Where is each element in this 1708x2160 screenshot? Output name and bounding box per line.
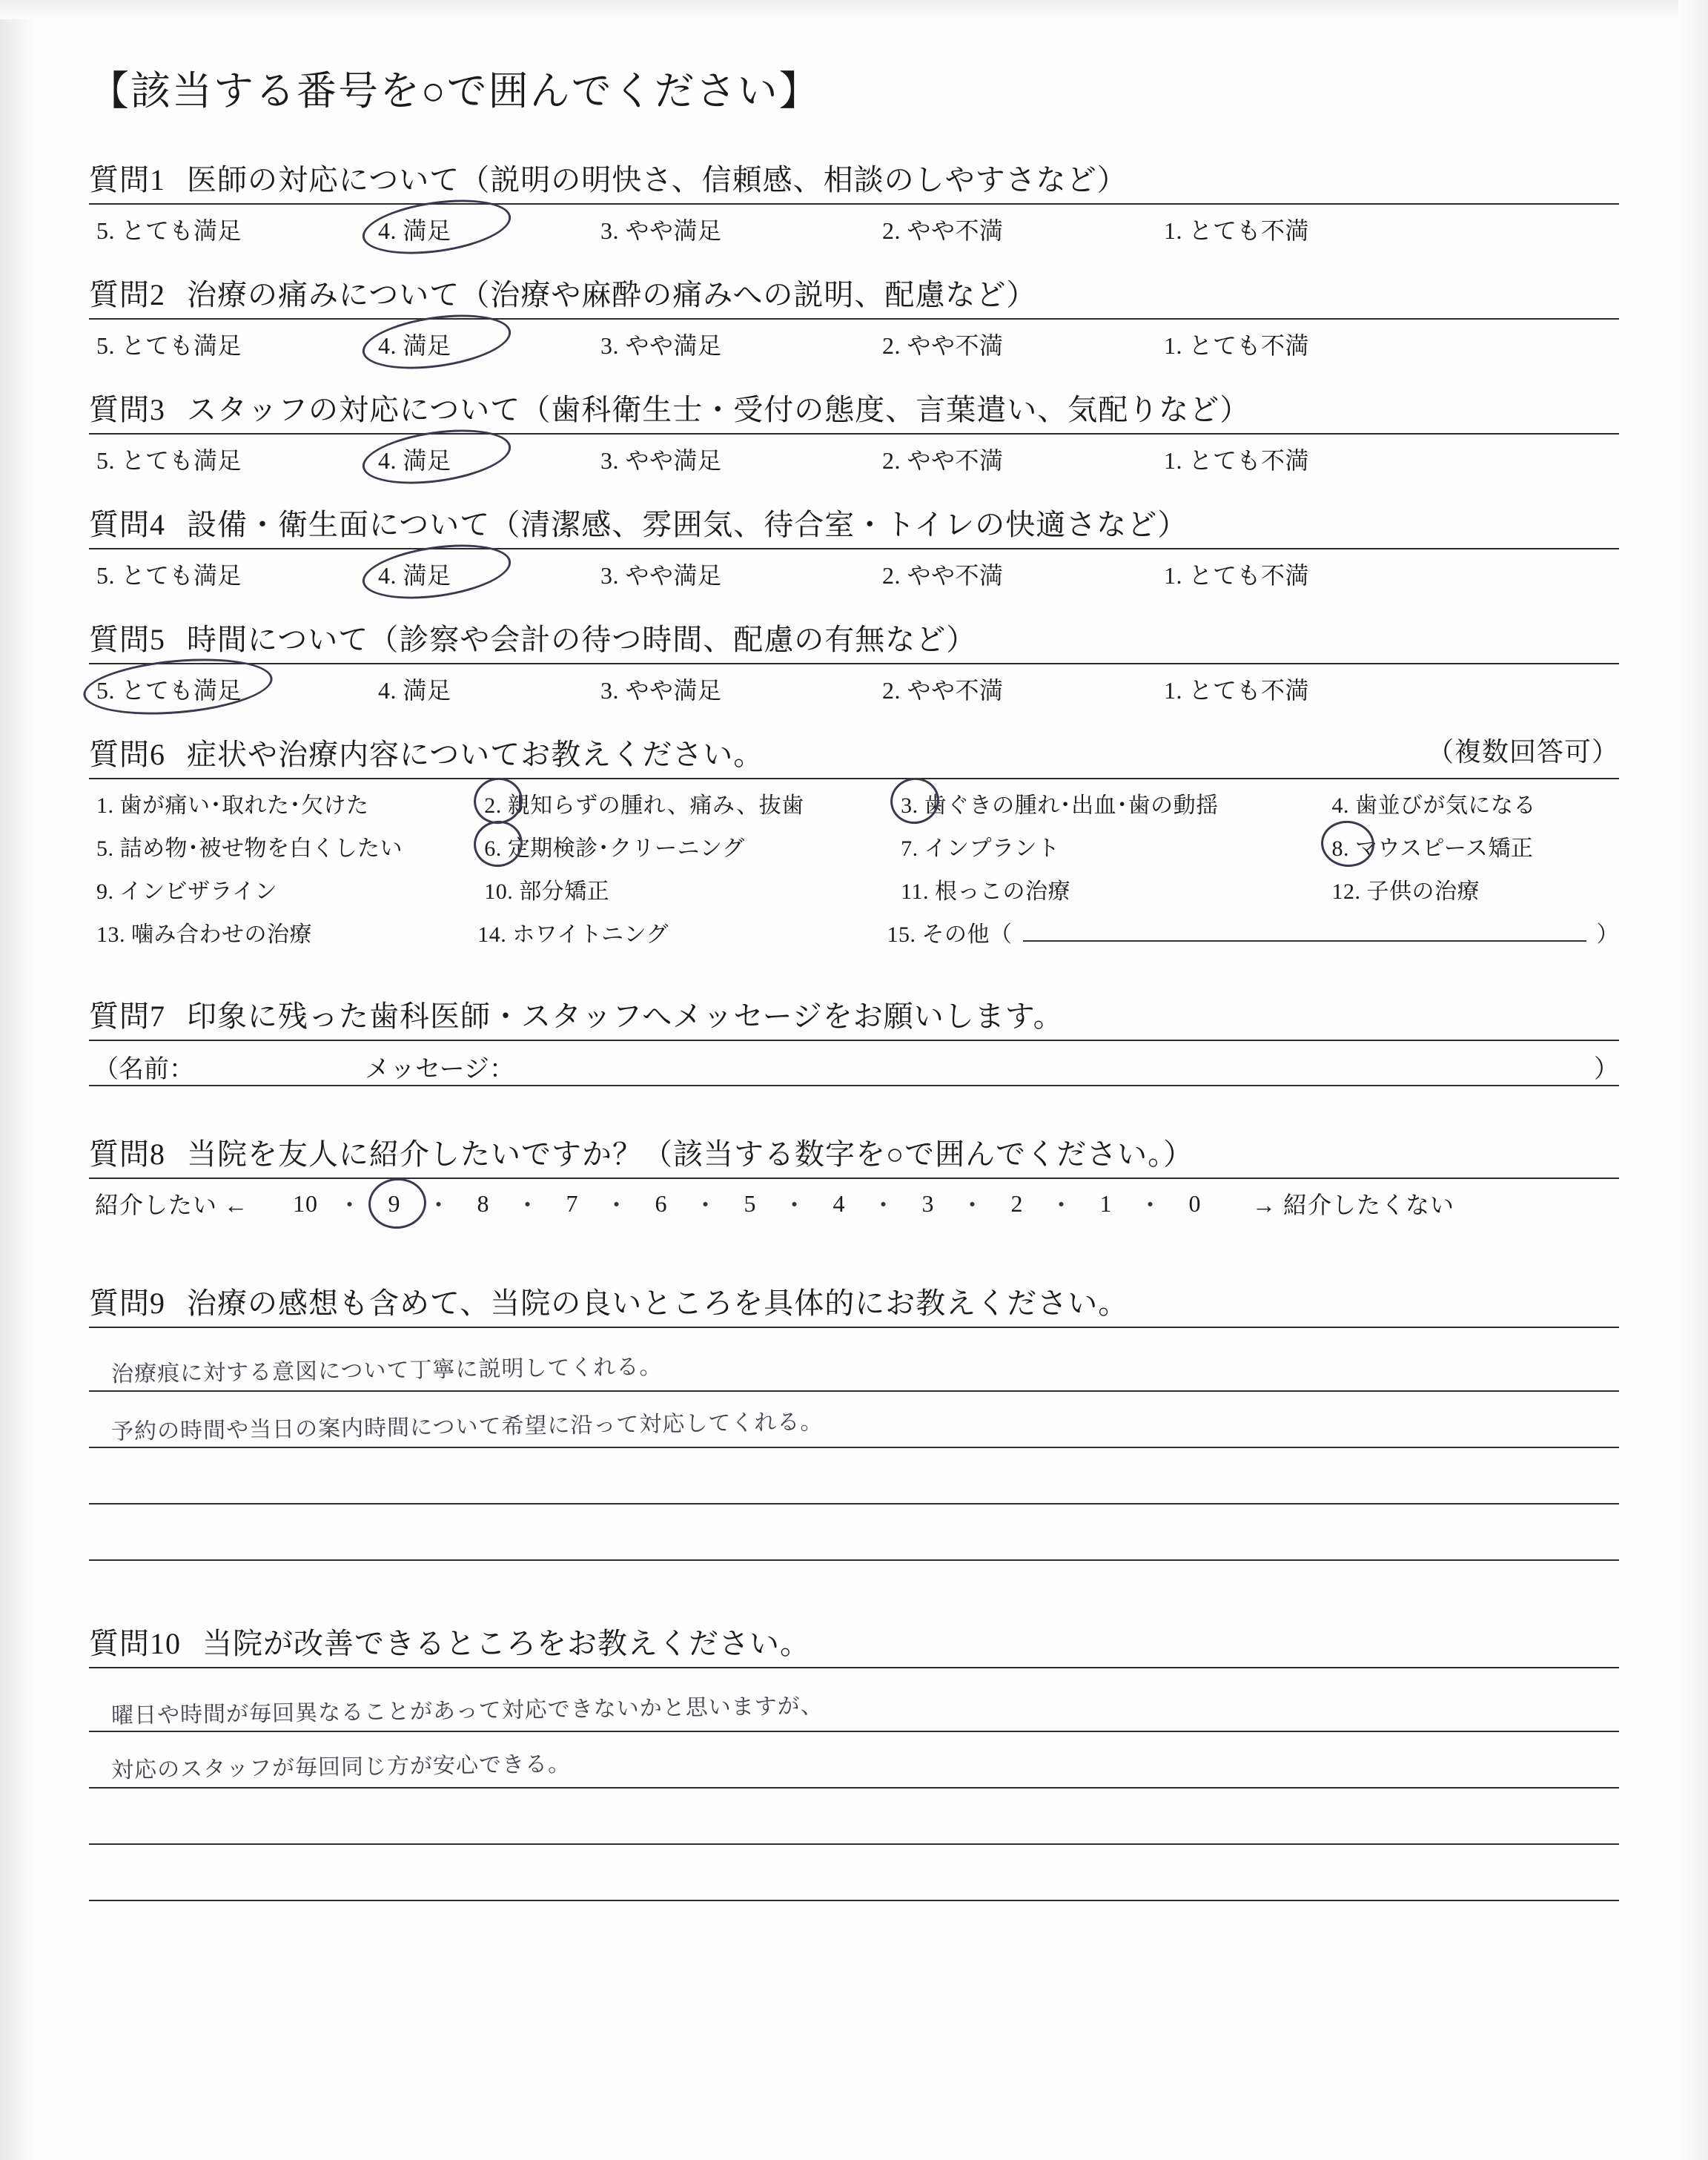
nps-separator: ・ bbox=[1138, 1192, 1163, 1218]
nps-number-5[interactable]: 5 bbox=[744, 1189, 757, 1217]
q7-answer-line bbox=[89, 1048, 1619, 1085]
q6-option-12[interactable]: 12. 子供の治療 bbox=[1331, 879, 1480, 904]
survey-content bbox=[89, 59, 1619, 1901]
divider bbox=[89, 778, 1619, 779]
question-heading-7 bbox=[89, 993, 1619, 1035]
q10-answer-line-1[interactable] bbox=[89, 1676, 1619, 1732]
question-heading-10 bbox=[89, 1620, 1619, 1662]
option-2[interactable]: 2. やや不満 bbox=[882, 217, 1004, 244]
question-text-5: 時間について（診察や会計の待つ時間、配慮の有無など） bbox=[187, 623, 977, 656]
option-4-label: 4. 満足 bbox=[378, 217, 451, 244]
question-label-3: 質問3 bbox=[89, 393, 165, 426]
nps-number-3[interactable]: 3 bbox=[921, 1189, 935, 1217]
question-block-8 bbox=[89, 1131, 1619, 1221]
option-5[interactable] bbox=[96, 672, 378, 706]
question-label-6: 質問6 bbox=[89, 738, 165, 771]
q7-name-label: （名前： bbox=[93, 1056, 194, 1083]
question-text-2: 治療の痛みについて（治療や麻酔の痛みへの説明、配慮など） bbox=[187, 278, 1037, 311]
nps-number-6[interactable]: 6 bbox=[655, 1189, 668, 1217]
q6-option-11[interactable]: 11. 根っこの治療 bbox=[901, 879, 1071, 904]
option-4[interactable] bbox=[378, 212, 600, 246]
question-text-10: 当院が改善できるところをお教えください。 bbox=[202, 1627, 810, 1660]
question-heading-5 bbox=[89, 616, 1619, 658]
question-text-1: 医師の対応について（説明の明快さ、信頼感、相談のしやすさなど） bbox=[187, 163, 1128, 196]
scan-edge-left bbox=[0, 0, 34, 2160]
q9-answer-line-4[interactable] bbox=[89, 1505, 1619, 1561]
question-label-1: 質問1 bbox=[89, 163, 165, 196]
nps-number-0[interactable]: 0 bbox=[1188, 1189, 1202, 1217]
nps-number-10[interactable]: 10 bbox=[293, 1189, 319, 1217]
question-block-1 bbox=[89, 156, 1619, 246]
option-4[interactable] bbox=[378, 442, 600, 476]
option-4-label: 4. 満足 bbox=[378, 332, 451, 359]
q6-option-15[interactable] bbox=[887, 916, 1620, 948]
q6-option-grid bbox=[89, 787, 1619, 948]
q6-row bbox=[96, 873, 1619, 905]
nps-number-1[interactable]: 1 bbox=[1099, 1189, 1113, 1217]
option-3[interactable]: 3. やや満足 bbox=[600, 217, 722, 244]
q6-option-6[interactable] bbox=[484, 830, 901, 862]
question-label-7: 質問7 bbox=[89, 1000, 165, 1033]
scale-row-2 bbox=[89, 327, 1619, 361]
q7-close-paren: ） bbox=[1594, 1056, 1619, 1083]
question-block-3 bbox=[89, 386, 1619, 476]
question-heading-4 bbox=[89, 501, 1619, 544]
q9-handwriting-1: 治療痕に対する意図について丁寧に説明してくれる。 bbox=[110, 1353, 663, 1388]
q9-handwriting-2: 予約の時間や当日の案内時間について希望に沿って対応してくれる。 bbox=[110, 1409, 824, 1445]
option-2[interactable]: 2. やや不満 bbox=[882, 677, 1004, 704]
nps-separator: ・ bbox=[782, 1192, 807, 1218]
option-5[interactable]: 5. とても満足 bbox=[96, 562, 242, 589]
q6-option-14[interactable]: 14. ホワイトニング bbox=[477, 922, 669, 947]
option-5[interactable]: 5. とても満足 bbox=[96, 332, 242, 359]
q6-option-15-label: 15. その他（ bbox=[887, 922, 1013, 947]
option-3[interactable]: 3. やや満足 bbox=[600, 562, 722, 589]
q9-answer-line-1[interactable] bbox=[89, 1335, 1619, 1392]
q6-option-3-label: 3. 歯ぐきの腫れ･出血･歯の動揺 bbox=[901, 793, 1219, 818]
divider bbox=[89, 1085, 1619, 1086]
q6-option-8[interactable] bbox=[1331, 830, 1619, 862]
nps-separator: ・ bbox=[604, 1192, 629, 1218]
q10-handwriting-2: 対応のスタッフが毎回同じ方が安心できる。 bbox=[110, 1751, 572, 1784]
divider bbox=[89, 1178, 1619, 1179]
q6-option-10[interactable]: 10. 部分矯正 bbox=[484, 879, 610, 904]
option-5[interactable]: 5. とても満足 bbox=[96, 447, 242, 474]
nps-number-list bbox=[274, 1186, 1227, 1221]
scale-row-4 bbox=[89, 557, 1619, 591]
nps-number-2[interactable]: 2 bbox=[1010, 1189, 1024, 1217]
question-label-2: 質問2 bbox=[89, 278, 165, 311]
question-label-8: 質問8 bbox=[89, 1137, 165, 1171]
question-text-4: 設備・衛生面について（清潔感、雰囲気、待合室・トイレの快適さなど） bbox=[187, 508, 1188, 541]
q10-handwriting-1: 曜日や時間が毎回異なることがあって対応できないかと思いますが、 bbox=[110, 1693, 824, 1729]
q10-answer-area[interactable] bbox=[89, 1676, 1619, 1901]
scan-edge-top bbox=[0, 0, 1708, 19]
nps-separator: ・ bbox=[337, 1192, 363, 1218]
nps-separator: ・ bbox=[871, 1192, 896, 1218]
question-heading-6 bbox=[89, 731, 1619, 773]
divider bbox=[89, 203, 1619, 205]
option-4-label: 4. 満足 bbox=[378, 562, 451, 589]
question-block-5 bbox=[89, 616, 1619, 706]
q9-answer-area[interactable] bbox=[89, 1335, 1619, 1561]
question-label-4: 質問4 bbox=[89, 508, 165, 541]
option-2[interactable]: 2. やや不満 bbox=[882, 447, 1004, 474]
question-label-9: 質問9 bbox=[89, 1287, 165, 1320]
q10-answer-line-3[interactable] bbox=[89, 1789, 1619, 1845]
question-text-8: 当院を友人に紹介したいですか？（該当する数字を○で囲んでください。） bbox=[187, 1137, 1194, 1171]
page-title: 【該当する番号を○で囲んでください】 bbox=[89, 69, 821, 113]
option-3[interactable]: 3. やや満足 bbox=[600, 332, 722, 359]
question-block-10 bbox=[89, 1620, 1619, 1901]
option-1[interactable]: 1. とても不満 bbox=[1164, 332, 1310, 359]
scale-row-3 bbox=[89, 442, 1619, 476]
nps-separator: ・ bbox=[426, 1192, 451, 1218]
option-4[interactable]: 4. 満足 bbox=[378, 677, 451, 704]
nps-separator: ・ bbox=[693, 1192, 718, 1218]
option-1[interactable]: 1. とても不満 bbox=[1164, 447, 1310, 474]
nps-separator: ・ bbox=[1049, 1192, 1074, 1218]
question-heading-2 bbox=[89, 271, 1619, 314]
option-3[interactable]: 3. やや満足 bbox=[600, 677, 722, 704]
scale-row-1 bbox=[89, 212, 1619, 246]
q6-row bbox=[96, 830, 1619, 862]
question-block-9 bbox=[89, 1280, 1619, 1561]
nps-number-9-label: 9 bbox=[388, 1189, 401, 1217]
divider bbox=[89, 318, 1619, 320]
question-heading-1 bbox=[89, 156, 1619, 199]
q6-option-4[interactable]: 4. 歯並びが気になる bbox=[1331, 793, 1536, 818]
q6-option-2-label: 2. 親知らずの腫れ、痛み、抜歯 bbox=[484, 793, 804, 818]
q6-row bbox=[96, 787, 1619, 819]
question-label-10: 質問10 bbox=[89, 1627, 181, 1660]
divider bbox=[89, 1667, 1619, 1668]
nps-right-label: → 紹介したくない bbox=[1252, 1192, 1455, 1218]
option-2[interactable]: 2. やや不満 bbox=[882, 562, 1004, 589]
divider bbox=[89, 663, 1619, 664]
option-2[interactable]: 2. やや不満 bbox=[882, 332, 1004, 359]
question-heading-9 bbox=[89, 1280, 1619, 1322]
q6-option-15-close: ） bbox=[1596, 922, 1619, 947]
nps-number-8[interactable]: 8 bbox=[477, 1189, 490, 1217]
option-5[interactable]: 5. とても満足 bbox=[96, 217, 242, 244]
q7-message-label: メッセージ： bbox=[365, 1056, 514, 1083]
option-4[interactable] bbox=[378, 557, 600, 591]
question-note-6: （複数回答可） bbox=[1426, 737, 1619, 767]
nps-scale bbox=[89, 1186, 1619, 1221]
q6-other-input[interactable] bbox=[1023, 918, 1586, 942]
q6-option-3[interactable] bbox=[901, 787, 1331, 819]
option-4[interactable] bbox=[378, 327, 600, 361]
question-heading-3 bbox=[89, 386, 1619, 429]
nps-number-7[interactable]: 7 bbox=[566, 1189, 579, 1217]
q9-answer-line-3[interactable] bbox=[89, 1448, 1619, 1505]
nps-separator: ・ bbox=[515, 1192, 540, 1218]
question-label-5: 質問5 bbox=[89, 623, 165, 656]
option-1[interactable]: 1. とても不満 bbox=[1164, 562, 1310, 589]
question-heading-8 bbox=[89, 1131, 1619, 1173]
q6-option-5[interactable]: 5. 詰め物･被せ物を白くしたい bbox=[96, 836, 403, 861]
q10-answer-line-2[interactable] bbox=[89, 1732, 1619, 1789]
q6-option-13[interactable]: 13. 噛み合わせの治療 bbox=[96, 922, 312, 947]
q6-option-7[interactable]: 7. インプラント bbox=[901, 836, 1060, 861]
nps-number-4[interactable]: 4 bbox=[833, 1189, 846, 1217]
nps-number-9[interactable] bbox=[363, 1190, 426, 1218]
option-4-label: 4. 満足 bbox=[378, 447, 451, 474]
question-text-6: 症状や治療内容についてお教えください。 bbox=[187, 738, 764, 771]
question-block-4 bbox=[89, 501, 1619, 591]
option-1[interactable]: 1. とても不満 bbox=[1164, 217, 1310, 244]
q6-option-6-label: 6. 定期検診･クリーニング bbox=[484, 836, 745, 861]
question-block-7 bbox=[89, 993, 1619, 1086]
scan-edge-right bbox=[1678, 0, 1708, 2160]
option-5-label: 5. とても満足 bbox=[96, 677, 242, 704]
q6-option-2[interactable] bbox=[484, 787, 901, 819]
q6-row bbox=[96, 916, 1619, 948]
divider bbox=[89, 548, 1619, 549]
q6-option-9[interactable]: 9. インビザライン bbox=[96, 879, 278, 904]
option-3[interactable]: 3. やや満足 bbox=[600, 447, 722, 474]
question-block-2 bbox=[89, 271, 1619, 361]
question-text-3: スタッフの対応について（歯科衛生士・受付の態度、言葉遣い、気配りなど） bbox=[187, 393, 1251, 426]
divider bbox=[89, 1040, 1619, 1041]
q6-option-1[interactable]: 1. 歯が痛い･取れた･欠けた bbox=[96, 793, 369, 818]
question-text-9: 治療の感想も含めて、当院の良いところを具体的にお教えください。 bbox=[187, 1287, 1129, 1320]
question-block-6 bbox=[89, 731, 1619, 948]
scale-row-5 bbox=[89, 672, 1619, 706]
q10-answer-line-4[interactable] bbox=[89, 1845, 1619, 1901]
divider bbox=[89, 433, 1619, 435]
nps-separator: ・ bbox=[960, 1192, 985, 1218]
divider bbox=[89, 1327, 1619, 1328]
nps-left-label: 紹介したい ← bbox=[95, 1192, 249, 1218]
q6-option-8-label: 8. マウスピース矯正 bbox=[1331, 836, 1534, 861]
q9-answer-line-2[interactable] bbox=[89, 1392, 1619, 1448]
option-1[interactable]: 1. とても不満 bbox=[1164, 677, 1310, 704]
question-text-7: 印象に残った歯科医師・スタッフへメッセージをお願いします。 bbox=[187, 1000, 1064, 1033]
